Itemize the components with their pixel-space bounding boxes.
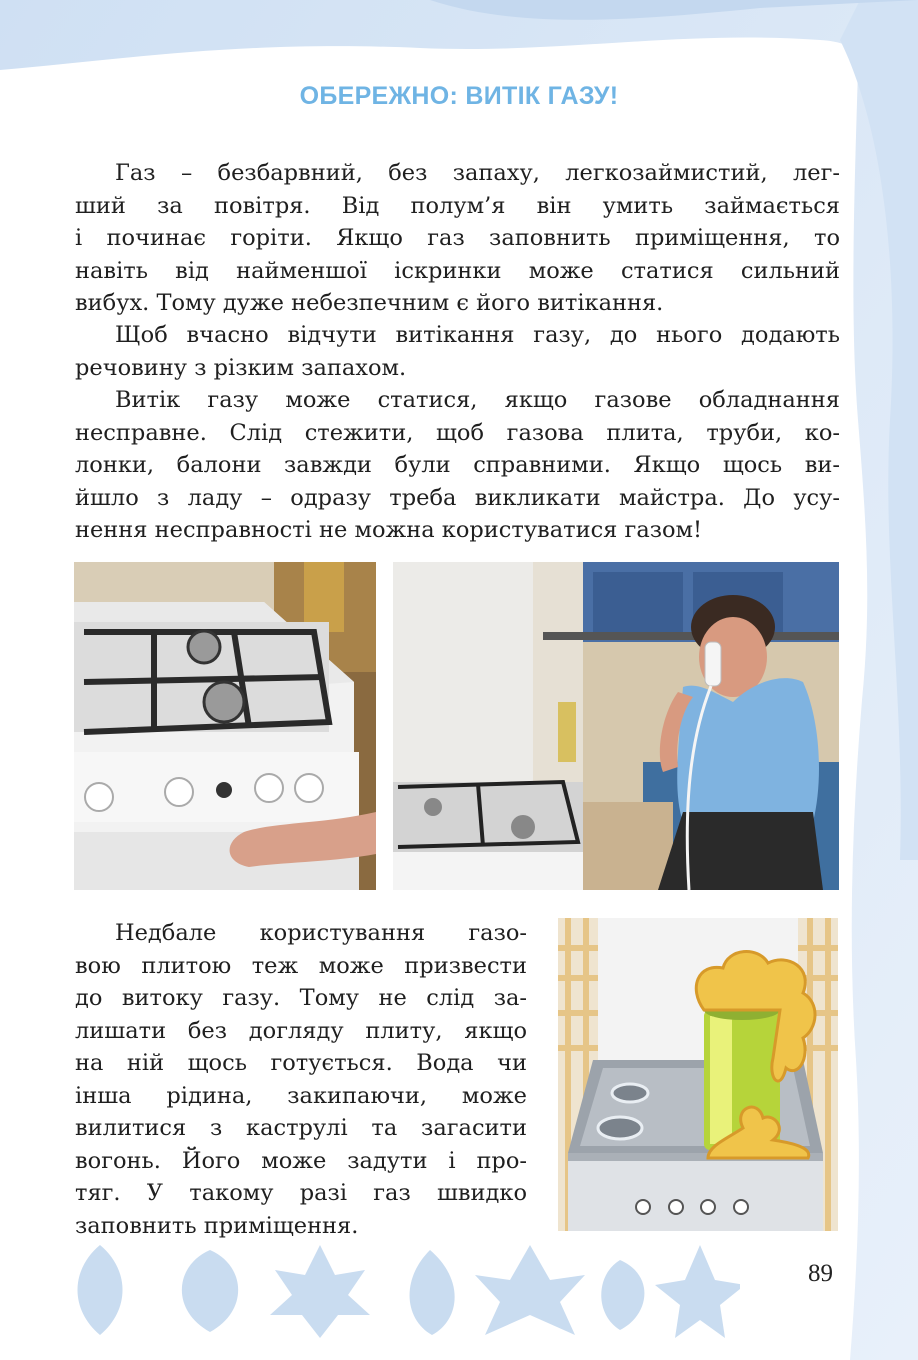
text-line: вою плитою теж може призвести	[75, 952, 527, 979]
text-line: Витік газу може статися, якщо газове обладнання	[115, 387, 840, 413]
text-line: Недбале користування газо-	[115, 920, 527, 946]
text-line: лишати без догляду плиту, якщо	[75, 1017, 527, 1044]
paragraph-careless-use	[75, 917, 527, 1242]
text-line: нення несправності не можна користуватися газом!	[75, 517, 703, 543]
text-line: Газ – безбарвний, без запаху, легкозаймистий, лег-	[115, 160, 840, 186]
paragraph-equipment	[75, 384, 840, 547]
text-line: Щоб вчасно відчути витікання газу, до нього додають	[115, 322, 840, 348]
page-number: 89	[808, 1260, 833, 1287]
text-line: вибух. Тому дуже небезпечним є його витікання.	[75, 290, 664, 316]
text-line: навіть від найменшої іскринки може статися сильний	[75, 257, 840, 284]
text-line: несправне. Слід стежити, щоб газова плита, труби, ко-	[75, 419, 840, 446]
text-line: до витоку газу. Тому не слід за-	[75, 985, 527, 1011]
paragraph-odorant	[75, 319, 840, 384]
text-line: заповнить приміщення.	[75, 1212, 359, 1239]
photo-gas-stove-knobs	[74, 562, 376, 890]
illustration-boiling-pot-stove	[558, 918, 838, 1231]
text-line: тяг. У такому разі газ швидко	[75, 1180, 527, 1206]
decorative-leaves	[60, 1240, 740, 1340]
text-line: вилитися з каструлі та загасити	[75, 1115, 527, 1141]
paragraph-gas-properties	[75, 157, 840, 320]
text-line: речовину з різким запахом.	[75, 354, 407, 381]
text-line: і починає горіти. Якщо газ заповнить приміщення, то	[75, 225, 840, 251]
text-line: інша рідина, закипаючи, може	[75, 1082, 527, 1109]
text-line: йшло з ладу – одразу треба викликати майстра. До усу-	[75, 484, 840, 511]
page-title: ОБЕРЕЖНО: ВИТІК ГАЗУ!	[299, 82, 619, 110]
text-line: на ній щось готується. Вода чи	[75, 1050, 527, 1076]
text-line: ший за повітря. Від полум’я він умить займається	[75, 192, 840, 219]
photo-woman-calling	[393, 562, 839, 890]
text-line: вогонь. Його може задути і про-	[75, 1147, 527, 1174]
text-line: лонки, балони завжди були справними. Якщо щось ви-	[75, 452, 840, 478]
